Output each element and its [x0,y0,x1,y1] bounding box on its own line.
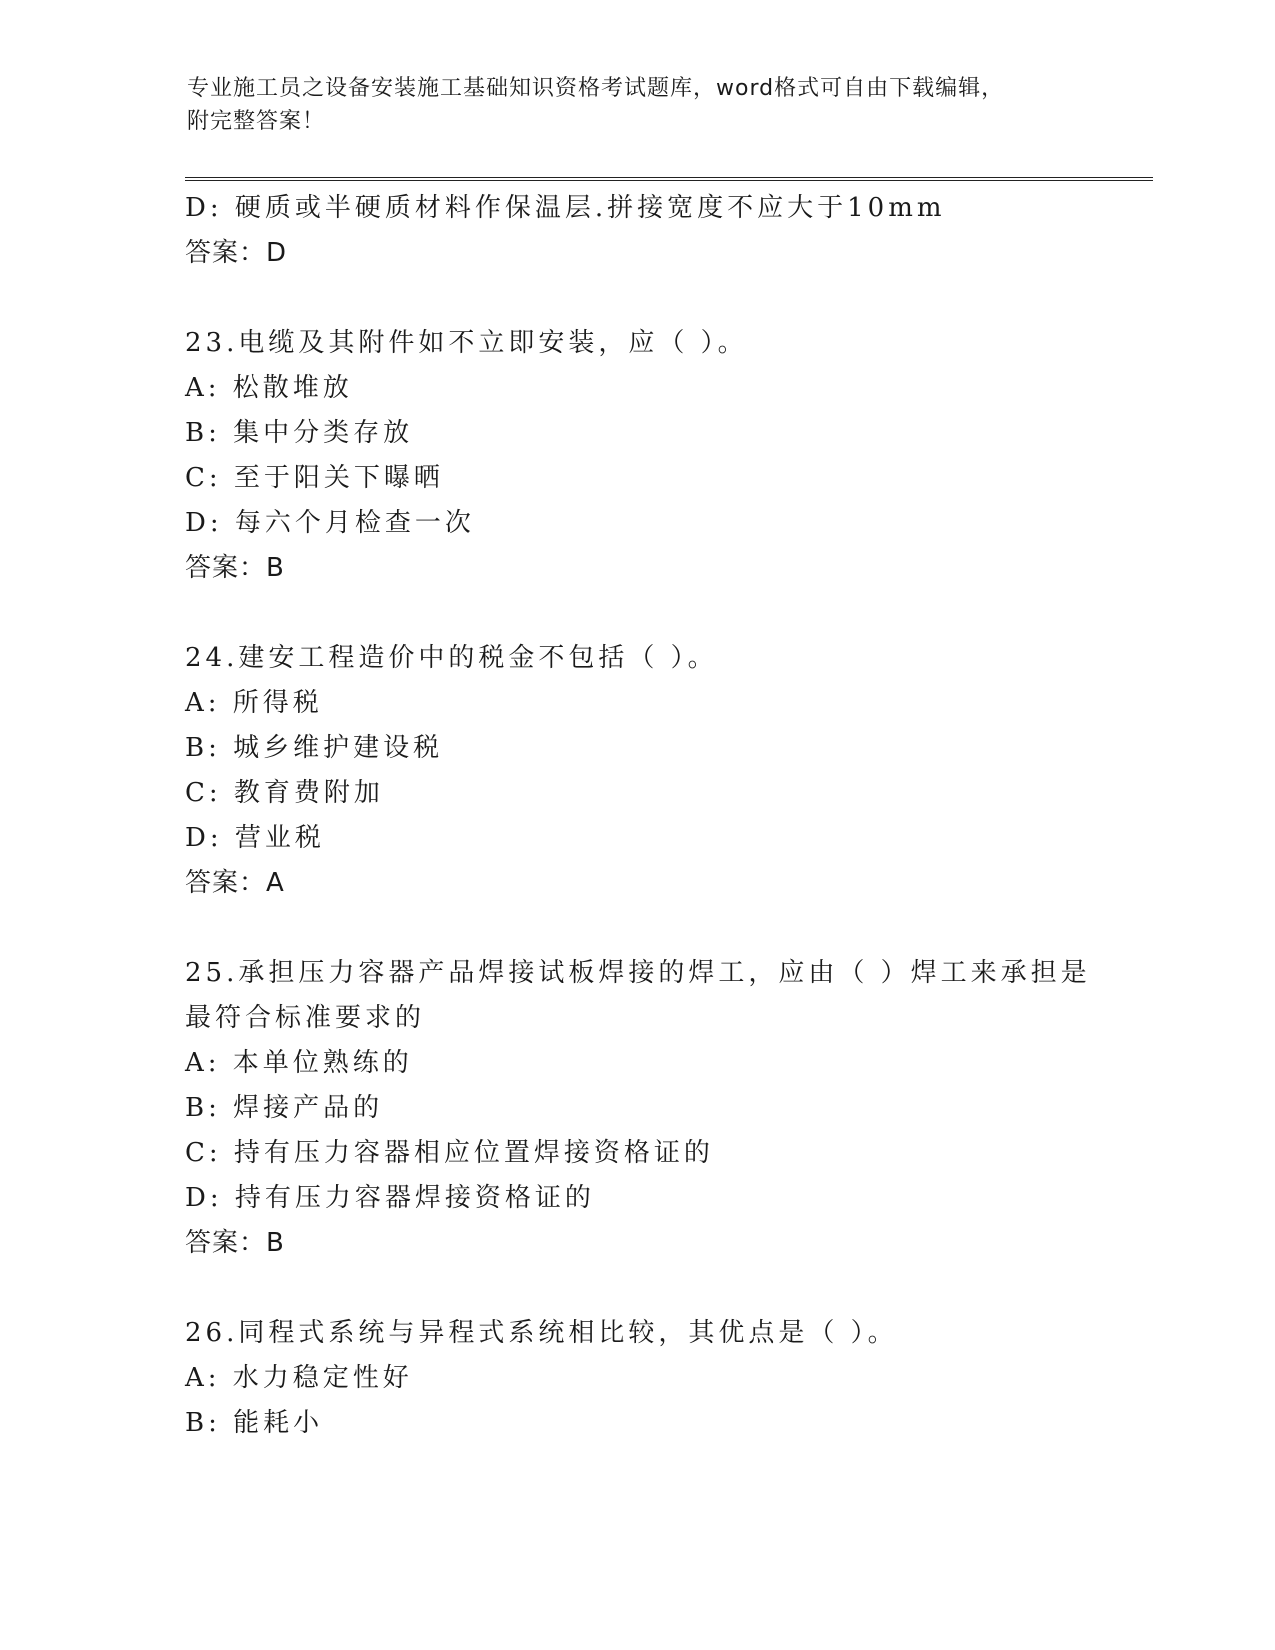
question-stem: 23.电缆及其附件如不立即安装，应（ ）。 [185,328,748,358]
option-d: D: 营业税 [185,823,325,853]
spacer [185,276,1155,321]
option-b: B: 能耗小 [185,1408,324,1438]
option-a: A: 松散堆放 [185,373,353,403]
question-list [185,186,1155,1446]
question-stem: 26.同程式系统与异程式系统相比较，其优点是（ ）。 [185,1318,898,1348]
spacer [185,1266,1155,1311]
answer: 答案：A [185,868,285,898]
question-24 [185,636,1155,906]
answer: 答案：D [185,238,288,268]
question-stem-line-2: 最符合标准要求的 [185,1003,426,1033]
question-26 [185,1311,1155,1446]
option-c: C: 持有压力容器相应位置焊接资格证的 [185,1138,714,1168]
question-22-tail [185,186,1155,276]
option-a: A: 本单位熟练的 [185,1048,413,1078]
option-c: C: 至于阳关下曝晒 [185,463,444,493]
option-d: D: 持有压力容器焊接资格证的 [185,1183,595,1213]
option-a: A: 所得税 [185,688,323,718]
header-divider [185,177,1153,181]
option-d: D: 硬质或半硬质材料作保温层.拼接宽度不应大于10mm [185,193,946,223]
option-d: D: 每六个月检查一次 [185,508,475,538]
spacer [185,906,1155,951]
page-header [187,72,1087,138]
option-c: C: 教育费附加 [185,778,384,808]
spacer [185,591,1155,636]
header-title-line-1: 专业施工员之设备安装施工基础知识资格考试题库，word格式可自由下载编辑， [187,76,1005,101]
answer: 答案：B [185,1228,285,1258]
option-b: B: 焊接产品的 [185,1093,384,1123]
answer: 答案：B [185,553,285,583]
option-b: B: 集中分类存放 [185,418,414,448]
question-23 [185,321,1155,591]
option-b: B: 城乡维护建设税 [185,733,444,763]
option-a: A: 水力稳定性好 [185,1363,413,1393]
question-stem: 24.建安工程造价中的税金不包括（ ）。 [185,643,718,673]
question-stem-line-1: 25.承担压力容器产品焊接试板焊接的焊工，应由（ ）焊工来承担是 [185,958,1091,988]
header-title-line-2: 附完整答案！ [187,109,326,134]
question-25 [185,951,1155,1266]
